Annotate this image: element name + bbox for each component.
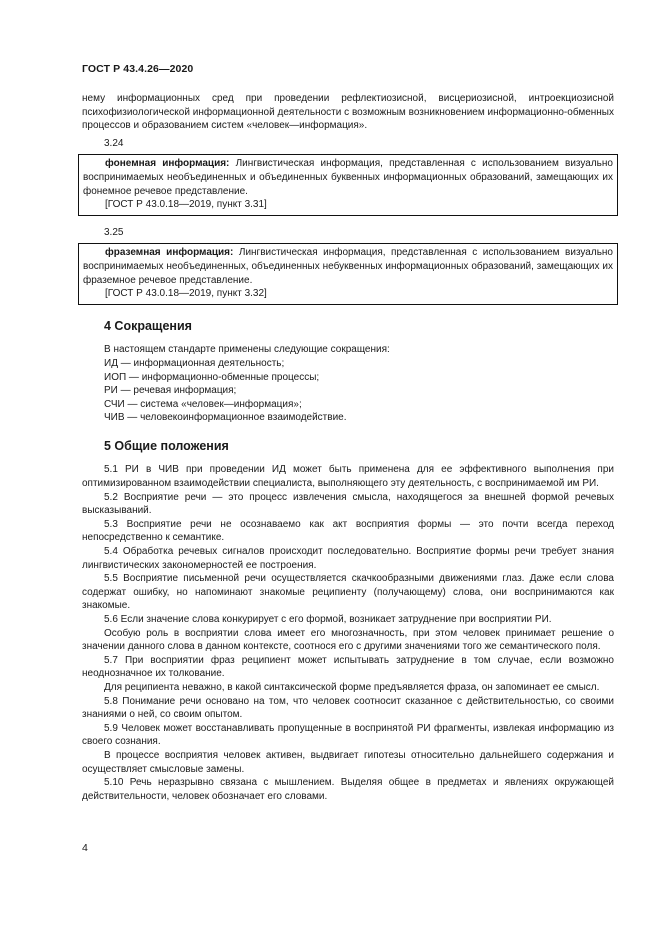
paragraph-5-5: 5.5 Восприятие письменной речи осуществляется скачкообразными движениями глаз. Даже если слова содержат ошибку, но напоминают знакомые реципиенту (получающему) слова, они воспринимаются как знакомые. [82, 573, 614, 612]
definition-text [83, 157, 613, 198]
paragraph-5-8: 5.8 Понимание речи основано на том, что человек соотносит сказанное с действительностью, со своими знаниями о ней, со своим опытом. [82, 695, 614, 721]
paragraph-5-9-cont: В процессе восприятия человек активен, выдвигает гипотезы относительно дальнейшего содержания и осуществляет смысловые замены. [82, 749, 614, 775]
page-number: 4 [82, 842, 88, 854]
abbreviation-item: РИ — речевая информация; [104, 385, 237, 397]
document-header: ГОСТ Р 43.4.26—2020 [82, 63, 194, 75]
intro-paragraph: нему информационных сред при проведении рефлектиозисной, висцериозисной, интроекциозисной психофизиологической информационной деятельности с возможным возникновением информационно-обменных процессов и образованием систем «человек—информация». [82, 93, 614, 132]
definition-body: Лингвистическая информация, представленная с использованием визуально воспринимаемых необъединенных, объединенных небуквенных информационных образований, замещающих их фраземное речевое представление. [83, 247, 613, 286]
definition-number: 3.25 [104, 226, 124, 238]
paragraph-5-2: 5.2 Восприятие речи — это процесс извлечения смысла, находящегося за внешней формой речевых высказываний. [82, 491, 614, 517]
definition-number: 3.24 [104, 137, 124, 149]
paragraph-5-7: 5.7 При восприятии фраз реципиент может испытывать затруднение в том случае, если возможно неоднозначное их толкование. [82, 654, 614, 680]
definition-box-phoneme [78, 154, 618, 215]
paragraph-5-3: 5.3 Восприятие речи не осознаваемо как акт восприятия формы — это почти всегда переход непосредственно к семантике. [82, 518, 614, 544]
definition-source: [ГОСТ Р 43.0.18—2019, пункт 3.31] [105, 199, 267, 211]
abbreviation-item: ИД — информационная деятельность; [104, 357, 285, 369]
section-5-heading: 5 Общие положения [104, 438, 229, 453]
definition-term: фраземная информация: [105, 247, 234, 259]
document-body [82, 92, 614, 803]
paragraph-5-4: 5.4 Обработка речевых сигналов происходит последовательно. Восприятие формы речи требует знания лингвистических закономерностей ее построения. [82, 546, 614, 571]
section-4-intro: В настоящем стандарте применены следующие сокращения: [104, 344, 390, 356]
paragraph-5-9: 5.9 Человек может восстанавливать пропущенные в воспринятой РИ фрагменты, извлекая информацию из своего сознания. [82, 722, 614, 748]
definition-term: фонемная информация: [105, 158, 230, 170]
abbreviation-item: ЧИВ — человекоинформационное взаимодействие. [104, 412, 347, 424]
abbreviation-item: СЧИ — система «человек—информация»; [104, 398, 302, 410]
definition-body: Лингвистическая информация, представленная с использованием визуально воспринимаемых необъединенных и объединенных буквенных информационных образований, замещающих их фонемное речевое представление. [83, 158, 613, 197]
section-4-heading: 4 Сокращения [104, 318, 192, 333]
paragraph-5-10: 5.10 Речь неразрывно связана с мышлением. Выделяя общее в предметах и явлениях окружающей действительности, человек обозначает его словами. [82, 777, 614, 802]
paragraph-5-6-cont: Особую роль в восприятии слова имеет его многозначность, при этом человек принимает решение о значении данного слова в данном контексте, соотнося его с другими значениями того же семантического поля. [82, 627, 614, 653]
paragraph-5-6: 5.6 Если значение слова конкурирует с его формой, возникает затруднение при восприятии РИ. [104, 614, 552, 625]
definition-source: [ГОСТ Р 43.0.18—2019, пункт 3.32] [105, 288, 267, 300]
abbreviation-list [82, 357, 614, 425]
definition-box-phraseme [78, 243, 618, 304]
abbreviation-item: ИОП — информационно-обменные процессы; [104, 371, 320, 383]
definition-text [83, 246, 613, 287]
paragraph-5-7-cont: Для реципиента неважно, в какой синтаксической форме предъявляется фраза, он запоминает ее смысл. [104, 681, 600, 693]
paragraph-5-1: 5.1 РИ в ЧИВ при проведении ИД может быть применена для ее эффективного выполнения при оптимизированном взаимодействии специалиста, выполняющего эту деятельность, с воспринимаемой им РИ. [82, 464, 614, 490]
